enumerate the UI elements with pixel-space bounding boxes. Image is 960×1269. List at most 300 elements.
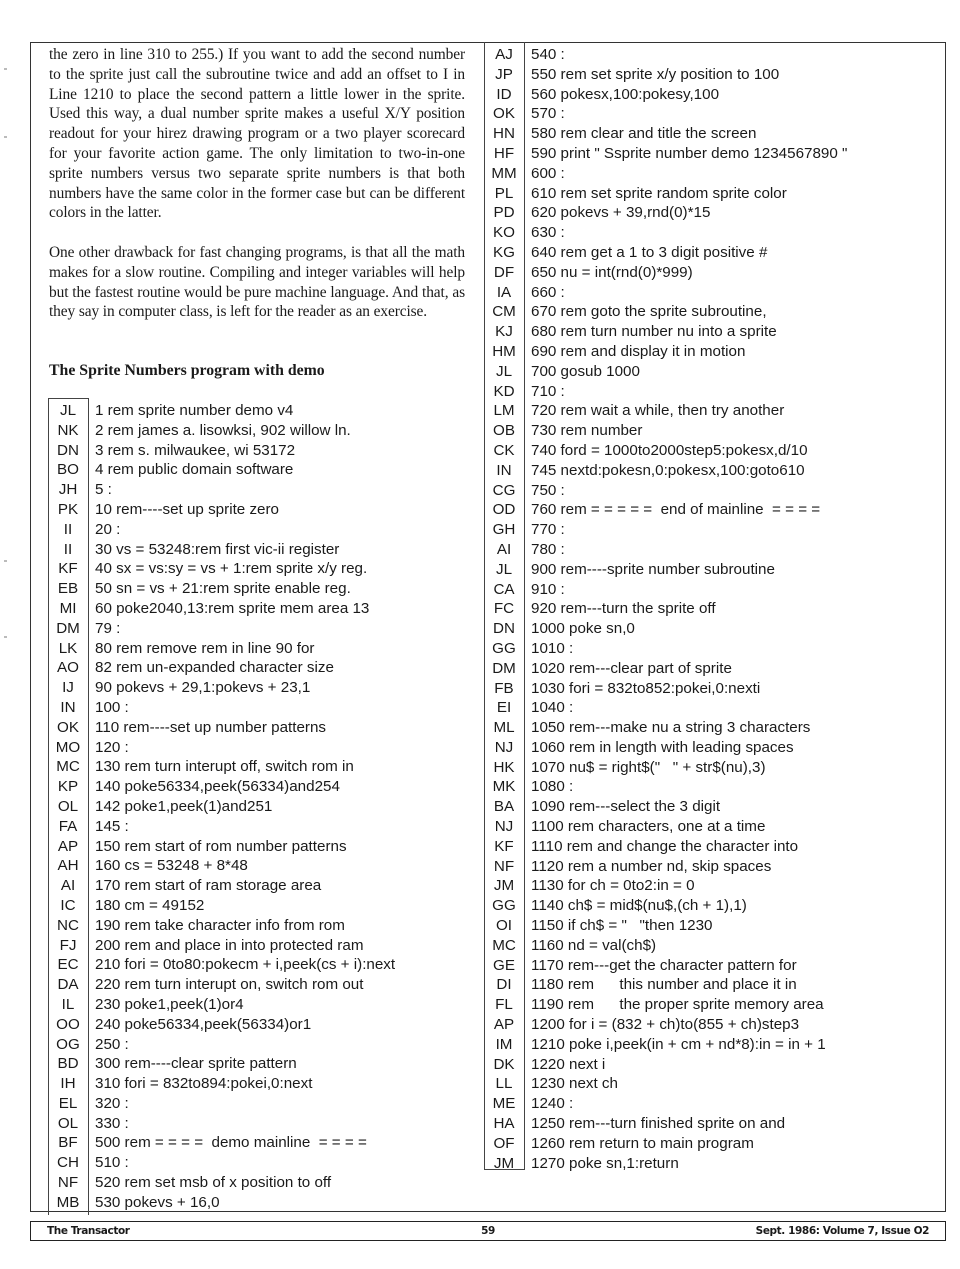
basic-code-line: 900 rem----sprite number subroutine (531, 560, 775, 578)
program-listing-left (48, 401, 395, 1213)
basic-code-line: 1000 poke sn,0 (531, 620, 635, 638)
checksum-code: CA (493, 580, 515, 598)
listing-line (48, 856, 395, 876)
checksum-code: OI (495, 917, 513, 935)
checksum-code: FJ (59, 936, 77, 954)
checksum-code: FL (495, 996, 513, 1014)
checksum-code: NJ (494, 818, 514, 836)
basic-code-line: 250 : (95, 1035, 129, 1053)
listing-line (484, 639, 847, 659)
listing-line (48, 1173, 395, 1193)
listing-line (48, 421, 395, 441)
checksum-code: KF (494, 837, 514, 855)
checksum-code: DK (493, 1055, 515, 1073)
listing-line (484, 382, 847, 402)
listing-line (484, 263, 847, 283)
checksum-code: PL (494, 184, 514, 202)
listing-line (48, 995, 395, 1015)
basic-code-line: 550 rem set sprite x/y position to 100 (531, 65, 780, 83)
listing-line (484, 421, 847, 441)
basic-code-line: 320 : (95, 1094, 129, 1112)
checksum-code: KP (57, 778, 79, 796)
listing-line (484, 184, 847, 204)
checksum-code: OK (493, 105, 515, 123)
listing-line (484, 45, 847, 65)
basic-code-line: 660 : (531, 283, 565, 301)
checksum-code: KF (58, 560, 78, 578)
listing-line (484, 1055, 847, 1075)
listing-line (484, 144, 847, 164)
checksum-code: LK (58, 639, 78, 657)
basic-code-line: 1180 rem this number and place it in (531, 976, 797, 994)
listing-line (484, 85, 847, 105)
article-body (49, 45, 465, 322)
listing-line (48, 777, 395, 797)
basic-code-line: 1190 rem the proper sprite memory area (531, 996, 824, 1014)
checksum-code: IM (495, 1035, 513, 1053)
checksum-code: CH (57, 1154, 79, 1172)
basic-code-line: 1260 rem return to main program (531, 1134, 754, 1152)
listing-line (48, 698, 395, 718)
listing-line (48, 837, 395, 857)
checksum-code: PD (493, 204, 515, 222)
checksum-code: GH (492, 521, 516, 539)
basic-code-line: 1160 nd = val(ch$) (531, 936, 657, 954)
basic-code-line: 1050 rem---make nu a string 3 characters (531, 719, 811, 737)
listing-line (484, 401, 847, 421)
listing-line (48, 817, 395, 837)
checksum-code: IN (496, 461, 512, 479)
listing-line (48, 936, 395, 956)
article-paragraph: One other drawback for fast changing programs, is that all the math makes for a slow routine. Compiling and integer variables will help but the fastest routine would be pure machine language. And that, as they say in computer class, is left for the reader as an exercise. (49, 243, 465, 321)
listing-line (484, 1035, 847, 1055)
basic-code-line: 90 pokevs + 29,1:pokevs + 23,1 (95, 679, 311, 697)
basic-code-line: 5 : (95, 481, 112, 499)
listing-line (484, 560, 847, 580)
basic-code-line: 160 cs = 53248 + 8*48 (95, 857, 248, 875)
checksum-code: JL (59, 402, 77, 419)
basic-code-line: 760 rem = = = = = end of mainline = = = = (531, 501, 821, 519)
basic-code-line: 500 rem = = = = demo mainline = = = = (95, 1134, 367, 1152)
page-footer (30, 1221, 946, 1241)
basic-code-line: 1270 poke sn,1:return (531, 1154, 679, 1172)
checksum-code: DA (57, 976, 79, 994)
checksum-code: AO (57, 659, 79, 677)
checksum-code: AI (496, 540, 512, 558)
section-title: The Sprite Numbers program with demo (49, 362, 325, 379)
listing-line (484, 104, 847, 124)
basic-code-line: 210 fori = 0to80:pokecm + i,peek(cs + i):next (95, 956, 396, 974)
checksum-code: GG (492, 639, 516, 657)
basic-code-line: 240 poke56334,peek(56334)or1 (95, 1015, 312, 1033)
checksum-code: IH (60, 1075, 76, 1093)
listing-line (484, 837, 847, 857)
checksum-code: GE (493, 956, 515, 974)
listing-line (484, 65, 847, 85)
checksum-code: MC (56, 758, 80, 776)
listing-line (48, 540, 395, 560)
checksum-code: JM (493, 1154, 515, 1172)
basic-code-line: 1080 : (531, 778, 574, 796)
basic-code-line: 750 : (531, 481, 565, 499)
checksum-code: AP (493, 1016, 515, 1034)
checksum-code: CK (493, 441, 515, 459)
basic-code-line: 330 : (95, 1114, 129, 1132)
basic-code-line: 1200 for i = (832 + ch)to(855 + ch)step3 (531, 1016, 800, 1034)
checksum-code: MK (492, 778, 516, 796)
checksum-code: MM (491, 164, 517, 182)
listing-line (484, 461, 847, 481)
listing-line (484, 956, 847, 976)
checksum-code: EC (57, 956, 79, 974)
basic-code-line: 1250 rem---turn finished sprite on and (531, 1115, 786, 1133)
listing-line (48, 955, 395, 975)
listing-line (484, 1094, 847, 1114)
listing-line (484, 1114, 847, 1134)
checksum-code: MB (56, 1193, 80, 1211)
listing-line (484, 441, 847, 461)
basic-code-line: 1240 : (531, 1095, 574, 1113)
checksum-code: MO (55, 738, 81, 756)
listing-line (48, 480, 395, 500)
basic-code-line: 40 sx = vs:sy = vs + 1:rem sprite x/y reg. (95, 560, 368, 578)
checksum-code: IN (60, 698, 76, 716)
listing-line (48, 619, 395, 639)
basic-code-line: 620 pokevs + 39,rnd(0)*15 (531, 204, 711, 222)
listing-line (484, 797, 847, 817)
listing-line (48, 797, 395, 817)
checksum-code: MC (492, 936, 516, 954)
listing-line (48, 460, 395, 480)
checksum-code: II (63, 540, 73, 558)
basic-code-line: 80 rem remove rem in line 90 for (95, 639, 315, 657)
listing-line (48, 876, 395, 896)
checksum-code: BF (58, 1134, 78, 1152)
basic-code-line: 1150 if ch$ = " "then 1230 (531, 917, 713, 935)
scan-mark (4, 136, 7, 138)
checksum-code: DF (493, 263, 515, 281)
listing-line (484, 975, 847, 995)
checksum-code: AI (60, 877, 76, 895)
publication-name: The Transactor (47, 1225, 130, 1237)
checksum-code: OB (493, 422, 515, 440)
listing-line (48, 1094, 395, 1114)
listing-line (484, 322, 847, 342)
listing-line (484, 777, 847, 797)
listing-line (484, 619, 847, 639)
listing-line (484, 995, 847, 1015)
basic-code-line: 1070 nu$ = right$(" " + str$(nu),3) (531, 758, 766, 776)
checksum-code: OD (492, 501, 516, 519)
checksum-code: KO (493, 224, 515, 242)
listing-line (48, 718, 395, 738)
checksum-code: LL (495, 1075, 513, 1093)
listing-line (484, 1015, 847, 1035)
checksum-code: ML (493, 719, 515, 737)
basic-code-line: 745 nextd:pokesn,0:pokesx,100:goto610 (531, 461, 805, 479)
basic-code-line: 10 rem----set up sprite zero (95, 500, 279, 518)
basic-code-line: 60 poke2040,13:rem sprite mem area 13 (95, 599, 370, 617)
basic-code-line: 130 rem turn interupt off, switch rom in (95, 758, 354, 776)
listing-line (484, 758, 847, 778)
checksum-code: EB (57, 580, 79, 598)
listing-line (484, 718, 847, 738)
checksum-code: IJ (62, 679, 74, 697)
basic-code-line: 1130 for ch = 0to2:in = 0 (531, 877, 695, 895)
checksum-code: JL (495, 362, 513, 380)
checksum-code: OL (57, 1114, 79, 1132)
listing-line (48, 1133, 395, 1153)
basic-code-line: 120 : (95, 738, 129, 756)
basic-code-line: 230 poke1,peek(1)or4 (95, 995, 244, 1013)
listing-line (48, 658, 395, 678)
checksum-code: KG (493, 243, 515, 261)
checksum-code: BD (57, 1055, 79, 1073)
checksum-code: NJ (494, 738, 514, 756)
checksum-code: AJ (495, 46, 513, 63)
listing-line (484, 896, 847, 916)
checksum-code: NC (57, 916, 79, 934)
basic-code-line: 100 : (95, 698, 129, 716)
listing-line (48, 1054, 395, 1074)
listing-line (484, 164, 847, 184)
basic-code-line: 600 : (531, 164, 565, 182)
basic-code-line: 30 vs = 53248:rem first vic-ii register (95, 540, 340, 558)
basic-code-line: 780 : (531, 540, 565, 558)
listing-line (48, 401, 395, 421)
basic-code-line: 510 : (95, 1154, 129, 1172)
page-number: 59 (481, 1225, 495, 1237)
listing-line (48, 1153, 395, 1173)
listing-line (484, 817, 847, 837)
checksum-code: OO (56, 1015, 80, 1033)
checksum-code: OK (57, 718, 79, 736)
listing-line (48, 639, 395, 659)
checksum-code: OL (57, 797, 79, 815)
basic-code-line: 190 rem take character info from rom (95, 916, 345, 934)
basic-code-line: 1 rem sprite number demo v4 (95, 402, 294, 419)
listing-line (484, 857, 847, 877)
checksum-code: PK (57, 500, 79, 518)
basic-code-line: 50 sn = vs + 21:rem sprite enable reg. (95, 580, 351, 598)
basic-code-line: 650 nu = int(rnd(0)*999) (531, 263, 693, 281)
checksum-code: BO (57, 461, 79, 479)
checksum-code: EI (496, 699, 512, 717)
issue-info: Sept. 1986: Volume 7, Issue O2 (755, 1225, 929, 1237)
checksum-code: BA (493, 798, 515, 816)
basic-code-line: 690 rem and display it in motion (531, 342, 746, 360)
checksum-code: CG (492, 481, 516, 499)
scan-mark (4, 68, 7, 70)
listing-line (484, 876, 847, 896)
listing-line (484, 243, 847, 263)
basic-code-line: 630 : (531, 224, 565, 242)
checksum-code: ID (496, 85, 512, 103)
basic-code-line: 142 poke1,peek(1)and251 (95, 797, 273, 815)
checksum-code: DI (496, 976, 512, 994)
checksum-code: FA (58, 817, 78, 835)
checksum-code: EL (58, 1094, 78, 1112)
basic-code-line: 640 rem get a 1 to 3 digit positive # (531, 243, 768, 261)
listing-line (484, 124, 847, 144)
basic-code-line: 82 rem un-expanded character size (95, 659, 334, 677)
checksum-code: GG (492, 897, 516, 915)
basic-code-line: 200 rem and place in into protected ram (95, 936, 364, 954)
checksum-code: KJ (495, 323, 513, 341)
checksum-code: DN (57, 441, 79, 459)
checksum-code: DM (492, 659, 516, 677)
checksum-code: DN (493, 620, 515, 638)
listing-line (484, 540, 847, 560)
basic-code-line: 79 : (95, 619, 121, 637)
listing-line (48, 500, 395, 520)
program-listing-right (484, 45, 847, 1173)
checksum-code: JL (495, 560, 513, 578)
basic-code-line: 520 rem set msb of x position to off (95, 1174, 332, 1192)
listing-line (48, 738, 395, 758)
scan-mark (4, 636, 7, 638)
checksum-code: HF (493, 144, 515, 162)
checksum-code: II (63, 520, 73, 538)
listing-line (48, 1035, 395, 1055)
basic-code-line: 920 rem---turn the sprite off (531, 600, 716, 618)
basic-code-line: 1060 rem in length with leading spaces (531, 738, 794, 756)
basic-code-line: 1230 next ch (531, 1075, 618, 1093)
basic-code-line: 720 rem wait a while, then try another (531, 402, 785, 420)
basic-code-line: 2 rem james a. lisowksi, 902 willow ln. (95, 421, 351, 439)
basic-code-line: 140 poke56334,peek(56334)and254 (95, 778, 340, 796)
listing-line (484, 302, 847, 322)
basic-code-line: 1140 ch$ = mid$(nu$,(ch + 1),1) (531, 897, 747, 915)
basic-code-line: 4 rem public domain software (95, 461, 294, 479)
listing-line (48, 1193, 395, 1213)
listing-line (48, 441, 395, 461)
checksum-code: FB (494, 679, 514, 697)
basic-code-line: 1030 fori = 832to852:pokei,0:nexti (531, 679, 761, 697)
listing-line (48, 975, 395, 995)
basic-code-line: 1020 rem---clear part of sprite (531, 659, 732, 677)
listing-line (48, 559, 395, 579)
basic-code-line: 740 ford = 1000to2000step5:pokesx,d/10 (531, 441, 808, 459)
basic-code-line: 1040 : (531, 699, 574, 717)
listing-line (484, 500, 847, 520)
basic-code-line: 310 fori = 832to894:pokei,0:next (95, 1075, 313, 1093)
checksum-code: KD (493, 382, 515, 400)
checksum-code: HN (493, 125, 515, 143)
checksum-code: HK (493, 758, 515, 776)
checksum-code: MI (59, 599, 77, 617)
listing-line (48, 916, 395, 936)
listing-line (48, 896, 395, 916)
basic-code-line: 680 rem turn number nu into a sprite (531, 323, 777, 341)
listing-line (484, 520, 847, 540)
checksum-code: ME (492, 1095, 516, 1113)
checksum-code: IA (496, 283, 512, 301)
basic-code-line: 670 rem goto the sprite subroutine, (531, 303, 767, 321)
checksum-code: IL (61, 995, 75, 1013)
checksum-code: NF (493, 857, 515, 875)
basic-code-line: 1090 rem---select the 3 digit (531, 798, 721, 816)
basic-code-line: 300 rem----clear sprite pattern (95, 1055, 297, 1073)
basic-code-line: 580 rem clear and title the screen (531, 125, 757, 143)
basic-code-line: 220 rem turn interupt on, switch rom out (95, 976, 364, 994)
checksum-code: JP (495, 65, 513, 83)
listing-line (484, 659, 847, 679)
listing-line (48, 599, 395, 619)
checksum-code: JM (493, 877, 515, 895)
basic-code-line: 1170 rem---get the character pattern for (531, 956, 797, 974)
basic-code-line: 20 : (95, 520, 121, 538)
listing-line (484, 203, 847, 223)
basic-code-line: 145 : (95, 817, 129, 835)
basic-code-line: 730 rem number (531, 422, 643, 440)
basic-code-line: 570 : (531, 105, 565, 123)
checksum-code: NK (57, 421, 79, 439)
scan-mark (4, 560, 7, 562)
checksum-code: NF (57, 1174, 79, 1192)
checksum-code: AH (57, 857, 79, 875)
basic-code-line: 710 : (531, 382, 565, 400)
listing-line (484, 1154, 847, 1174)
checksum-code: IC (60, 896, 76, 914)
listing-line (48, 520, 395, 540)
listing-line (484, 599, 847, 619)
basic-code-line: 1210 poke i,peek(in + cm + nd*8):in = in + 1 (531, 1035, 826, 1053)
listing-line (484, 342, 847, 362)
checksum-code: HM (492, 342, 516, 360)
basic-code-line: 180 cm = 49152 (95, 896, 205, 914)
listing-line (484, 580, 847, 600)
listing-line (484, 916, 847, 936)
basic-code-line: 170 rem start of ram storage area (95, 877, 322, 895)
checksum-code: AP (57, 837, 79, 855)
basic-code-line: 110 rem----set up number patterns (95, 718, 327, 736)
checksum-code: JH (58, 481, 78, 499)
listing-line (484, 738, 847, 758)
basic-code-line: 590 print " Ssprite number demo 1234567890 " (531, 144, 848, 162)
listing-line (484, 1134, 847, 1154)
basic-code-line: 540 : (531, 46, 565, 63)
listing-line (48, 678, 395, 698)
basic-code-line: 150 rem start of rom number patterns (95, 837, 347, 855)
checksum-code: OF (493, 1134, 515, 1152)
basic-code-line: 770 : (531, 521, 565, 539)
checksum-code: HA (493, 1115, 515, 1133)
listing-line (484, 283, 847, 303)
basic-code-line: 1220 next i (531, 1055, 606, 1073)
article-paragraph: the zero in line 310 to 255.) If you want to add the second number to the sprite just call the subroutine twice and add an offset to I in Line 1210 to place the second pattern a little lower in the sprite. Used this way, a dual number sprite makes a useful X/Y position readout for your hirez drawing program or a two player scorecard for your favorite action game. The only limitation to two-in-one sprite numbers versus two separate sprite numbers is that both numbers have the same color in the former case but can be different colors in the latter. (49, 46, 465, 222)
listing-line (484, 936, 847, 956)
checksum-code: CM (492, 303, 516, 321)
basic-code-line: 1100 rem characters, one at a time (531, 818, 766, 836)
listing-line (484, 223, 847, 243)
listing-line (484, 679, 847, 699)
listing-line (48, 1114, 395, 1134)
checksum-code: FC (493, 600, 515, 618)
basic-code-line: 1010 : (531, 639, 574, 657)
listing-line (484, 481, 847, 501)
listing-line (48, 757, 395, 777)
basic-code-line: 560 pokesx,100:pokesy,100 (531, 85, 720, 103)
checksum-code: LM (493, 402, 515, 420)
basic-code-line: 910 : (531, 580, 565, 598)
checksum-code: DM (56, 619, 80, 637)
basic-code-line: 1120 rem a number nd, skip spaces (531, 857, 772, 875)
listing-line (48, 1074, 395, 1094)
basic-code-line: 610 rem set sprite random sprite color (531, 184, 787, 202)
listing-line (484, 362, 847, 382)
basic-code-line: 530 pokevs + 16,0 (95, 1193, 220, 1211)
